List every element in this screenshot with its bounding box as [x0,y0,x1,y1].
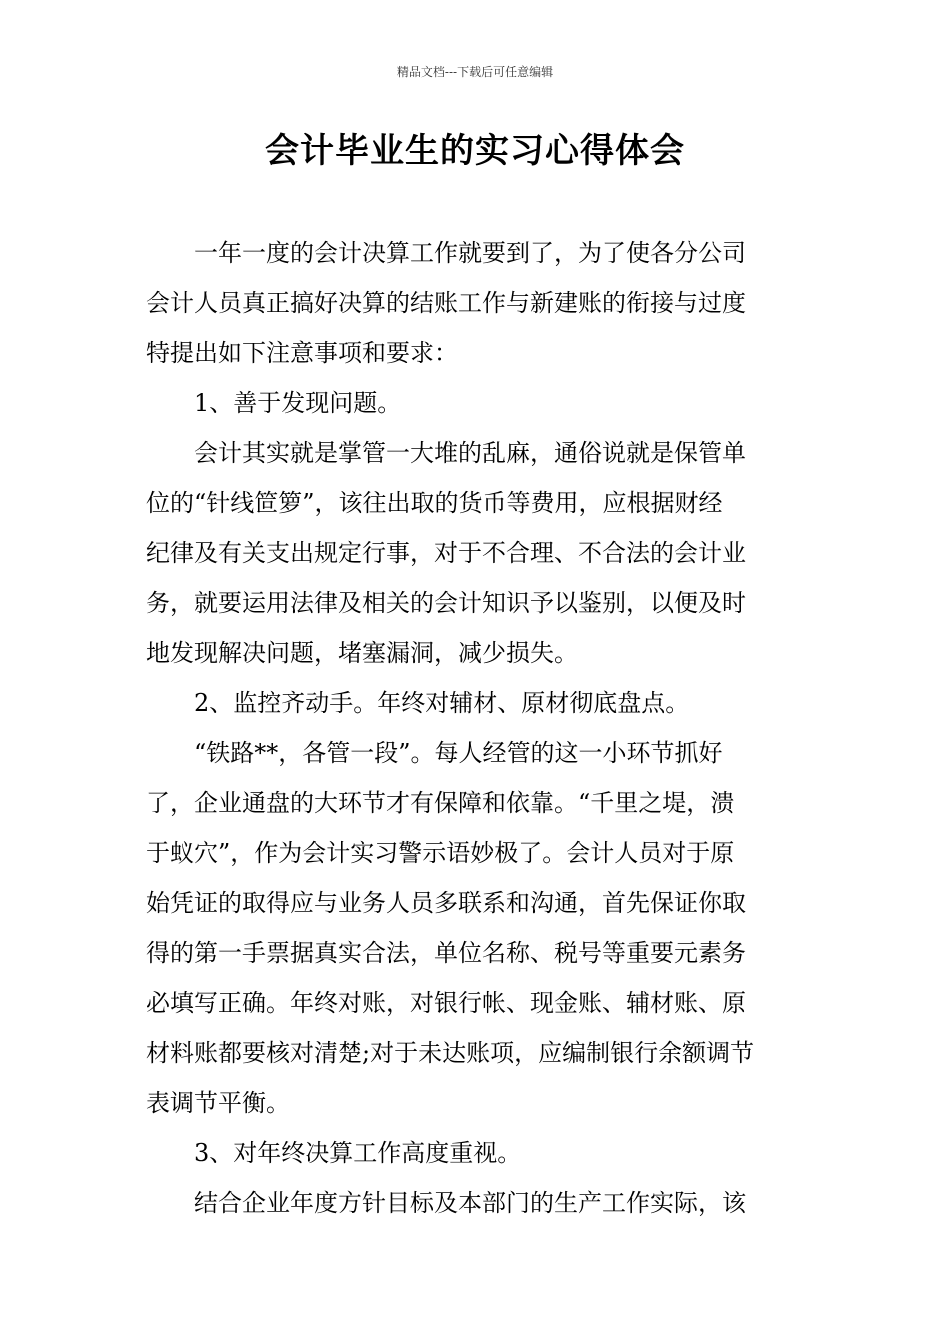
section-heading: 3、对年终决算工作高度重视。 [194,1139,522,1167]
text-line: 位的“针线笸箩”，该往出取的货币等费用，应根据财经 [146,489,723,517]
text-line: 表调节平衡。 [146,1089,290,1117]
text-line: “铁路**，各管一段”。每人经管的这一小环节抓好 [194,739,723,767]
text-line: 纪律及有关支出规定行事，对于不合理、不合法的会计业 [146,539,746,567]
document-body [146,228,810,1228]
text-line: 得的第一手票据真实合法，单位名称、税号等重要元素务 [146,939,746,967]
text-line: 必填写正确。年终对账，对银行帐、现金账、辅材账、原 [146,989,746,1017]
section-heading: 1、善于发现问题。 [194,389,402,417]
text-line: 会计人员真正搞好决算的结账工作与新建账的衔接与过度 [146,289,746,317]
text-line: 地发现解决问题，堵塞漏洞，减少损失。 [146,639,578,667]
text-line: 了，企业通盘的大环节才有保障和依靠。“千里之堤，溃 [146,789,735,817]
text-line: 务，就要运用法律及相关的会计知识予以鉴别，以便及时 [146,589,746,617]
text-line: 结合企业年度方针目标及本部门的生产工作实际，该 [194,1189,746,1217]
page-header: 精品文档---下载后可任意编辑 [396,65,554,79]
text-line: 特提出如下注意事项和要求： [146,339,458,367]
section-heading: 2、监控齐动手。年终对辅材、原材彻底盘点。 [194,689,690,717]
document-title: 会计毕业生的实习心得体会 [265,131,685,171]
text-line: 会计其实就是掌管一大堆的乱麻，通俗说就是保管单 [194,439,746,467]
text-line: 一年一度的会计决算工作就要到了，为了使各分公司 [194,239,746,267]
text-line: 于蚁穴”，作为会计实习警示语妙极了。会计人员对于原 [146,839,735,867]
text-line: 材料账都要核对清楚;对于未达账项，应编制银行余额调节 [146,1039,755,1067]
text-line: 始凭证的取得应与业务人员多联系和沟通，首先保证你取 [146,889,746,917]
